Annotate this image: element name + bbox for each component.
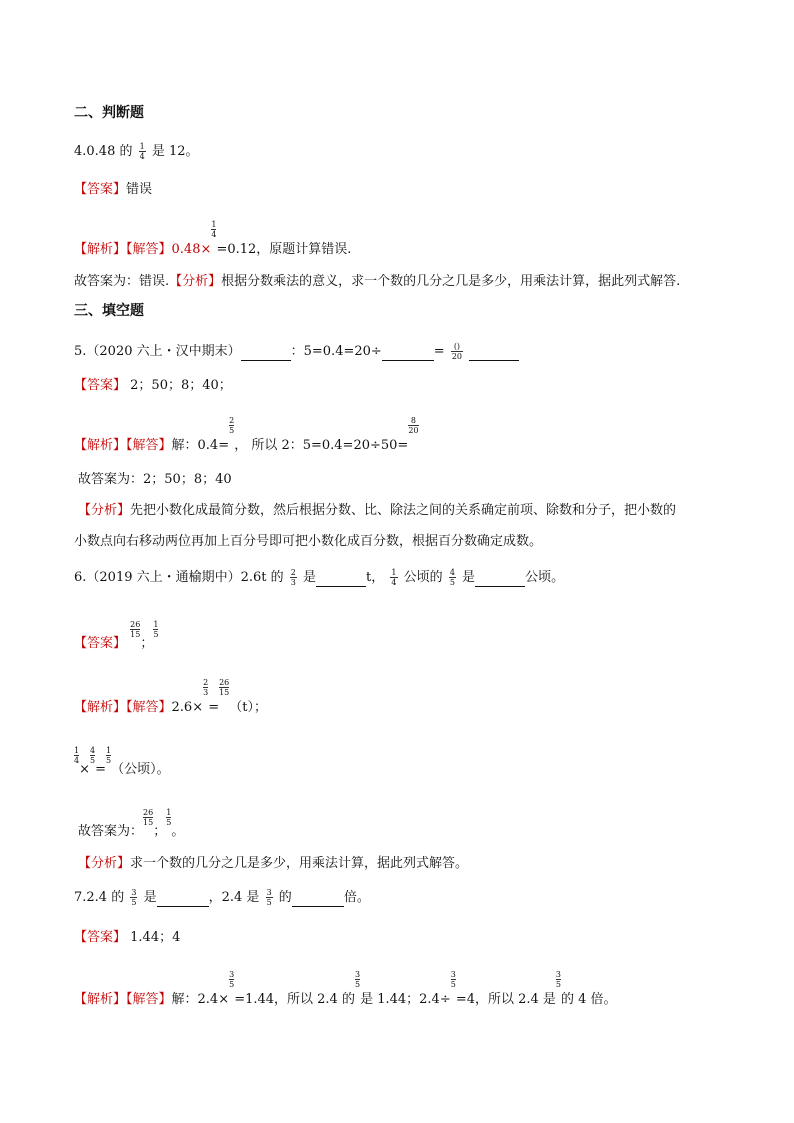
fraction: $\frac{1}{5}$ <box>166 808 172 827</box>
analysis-text: ； <box>153 824 167 839</box>
fraction: $\frac{2}{3}$ <box>290 568 296 587</box>
q-text: 倍。 <box>343 890 370 905</box>
analysis-text: 解：0.4= <box>171 438 230 453</box>
analysis-text: =4，所以 2.4 是 <box>455 992 556 1007</box>
analysis-4 <box>74 220 352 257</box>
analysis-text: 故答案为： <box>78 824 144 839</box>
analysis-text: = <box>208 700 220 715</box>
q-text: 公顷。 <box>525 570 565 585</box>
analysis-text: （t）； <box>229 700 268 715</box>
answer-blank[interactable] <box>469 360 519 361</box>
q-text: 5.（2020 六上・汉中期末） <box>74 344 241 359</box>
analysis-5b: 故答案为：2；50；8；40 <box>78 472 232 487</box>
analysis-text: 是 1.44；2.4÷ <box>360 992 451 1007</box>
analysis-6b <box>74 746 170 777</box>
fraction: $\frac{1}{4}$ <box>391 568 397 587</box>
analysis-text: 。 <box>171 824 185 839</box>
q-text: t， <box>366 570 385 585</box>
answer-blank[interactable] <box>382 360 434 361</box>
answer-tag: 【答案】 <box>74 182 127 197</box>
answer-5 <box>74 374 232 393</box>
answer-blank[interactable] <box>475 586 525 587</box>
analysis-text: 求一个数的几分之几是多少，用乘法计算，据此列式解答。 <box>130 856 469 871</box>
analysis-tag: 【解析】【解答】 <box>74 700 172 715</box>
q-text: ：5=0.4=20÷ <box>290 344 382 359</box>
fraction: $\frac{26}{15}$ <box>130 620 141 639</box>
q-text: 是 <box>143 890 157 905</box>
fraction: $\frac{3}{5}$ <box>131 888 137 907</box>
analysis-tag: 【分析】 <box>78 856 131 871</box>
analysis-text: 根据分数乘法的意义，求一个数的几分之几是多少，用乘法计算，据此列式解答. <box>221 274 681 289</box>
fraction: $\frac{1}{5}$ <box>153 620 159 639</box>
q-text: = <box>433 344 445 359</box>
q-text: 公顷的 <box>403 570 443 585</box>
fraction: () 20 <box>451 342 463 361</box>
answer-6 <box>74 620 159 651</box>
fraction: $\frac{3}{5}$ <box>555 970 562 989</box>
answer-blank[interactable] <box>292 906 344 907</box>
fraction: $\frac{4}{5}$ <box>90 746 96 765</box>
analysis-5 <box>74 416 419 453</box>
analysis-tag: 【分析】 <box>169 274 222 289</box>
q-text: ，2.4 是 <box>208 890 260 905</box>
fraction: $\frac{4}{5}$ <box>449 568 455 587</box>
fraction: $\frac{3}{5}$ <box>354 970 361 989</box>
analysis-tag: 【解析】【解答】 <box>74 242 172 257</box>
analysis-text: × <box>79 762 90 777</box>
analysis-text: ， 所以 2：5=0.4=20÷50= <box>234 438 409 453</box>
section-title: 三、填空题 <box>74 303 144 319</box>
fraction: $\frac{3}{5}$ <box>229 970 235 989</box>
analysis-text: 的 4 倍。 <box>561 992 617 1007</box>
answer-tag: 【答案】 <box>74 636 127 651</box>
analysis-tag: 【解析】【解答】 <box>74 438 172 453</box>
answer-value: 2；50；8；40； <box>130 378 232 393</box>
fraction: $\frac{1}{5}$ <box>106 746 112 765</box>
analysis-text: 先把小数化成最简分数，然后根据分数、比、除法之间的关系确定前项、除数和分子，把小数的 <box>130 503 677 518</box>
answer-value: ； <box>140 636 154 651</box>
question-6 <box>74 566 564 587</box>
answer-4 <box>74 178 152 197</box>
fenxi-5 <box>78 499 676 518</box>
analysis-tag: 【解析】【解答】 <box>74 992 172 1007</box>
fraction: $\frac{3}{5}$ <box>266 888 272 907</box>
analysis-text: 故答案为：错误. <box>74 274 170 289</box>
question-5 <box>74 340 519 361</box>
answer-value: 错误 <box>126 182 153 197</box>
answer-value: 1.44；4 <box>130 930 181 945</box>
analysis-text: = <box>95 762 106 777</box>
answer-blank[interactable] <box>241 360 291 361</box>
answer-7 <box>74 926 180 945</box>
analysis-7 <box>74 970 617 1007</box>
analysis-text: 2.6× <box>171 700 204 715</box>
analysis-text: =0.12，原题计算错误. <box>216 242 352 257</box>
q-text: 是 <box>303 570 317 585</box>
fraction: $\frac{2}{3}$ <box>203 678 209 697</box>
fraction: $\frac{3}{5}$ <box>450 970 456 989</box>
analysis-tag: 【分析】 <box>78 503 131 518</box>
answer-tag: 【答案】 <box>74 378 127 393</box>
q-text: 的 <box>278 890 292 905</box>
fraction: $\frac{8}{20}$ <box>408 416 419 435</box>
q-text: 是 <box>462 570 476 585</box>
fraction: $\frac{1}{4}$ <box>139 142 145 161</box>
q-text: 是 12。 <box>151 144 199 159</box>
analysis-text: 0.48× <box>171 242 212 257</box>
fraction: $\frac{2}{5}$ <box>229 416 235 435</box>
analysis-6 <box>74 678 268 715</box>
analysis-text: 解：2.4× <box>171 992 230 1007</box>
answer-blank[interactable] <box>316 586 366 587</box>
fenxi-5b: 小数点向右移动两位再加上百分号即可把小数化成百分数，根据百分数确定成数。 <box>74 534 543 549</box>
q-text: 4.0.48 的 <box>74 144 133 159</box>
analysis-6c <box>78 808 185 839</box>
analysis-text: （公顷）。 <box>111 762 170 777</box>
fraction: $\frac{26}{15}$ <box>143 808 154 827</box>
fraction: $\frac{1}{4}$ <box>74 746 80 765</box>
q-text: 6.（2019 六上・通榆期中）2.6t 的 <box>74 570 284 585</box>
answer-blank[interactable] <box>157 906 209 907</box>
fraction: $\frac{1}{4}$ <box>211 220 217 239</box>
question-4 <box>74 140 199 161</box>
question-7 <box>74 886 370 907</box>
fraction: $\frac{26}{15}$ <box>219 678 230 697</box>
q-text: 7.2.4 的 <box>74 890 125 905</box>
analysis-text: =1.44，所以 2.4 的 <box>234 992 355 1007</box>
analysis-4b <box>74 270 680 289</box>
answer-tag: 【答案】 <box>74 930 127 945</box>
section-title: 二、判断题 <box>74 105 144 121</box>
fenxi-6 <box>78 852 468 871</box>
